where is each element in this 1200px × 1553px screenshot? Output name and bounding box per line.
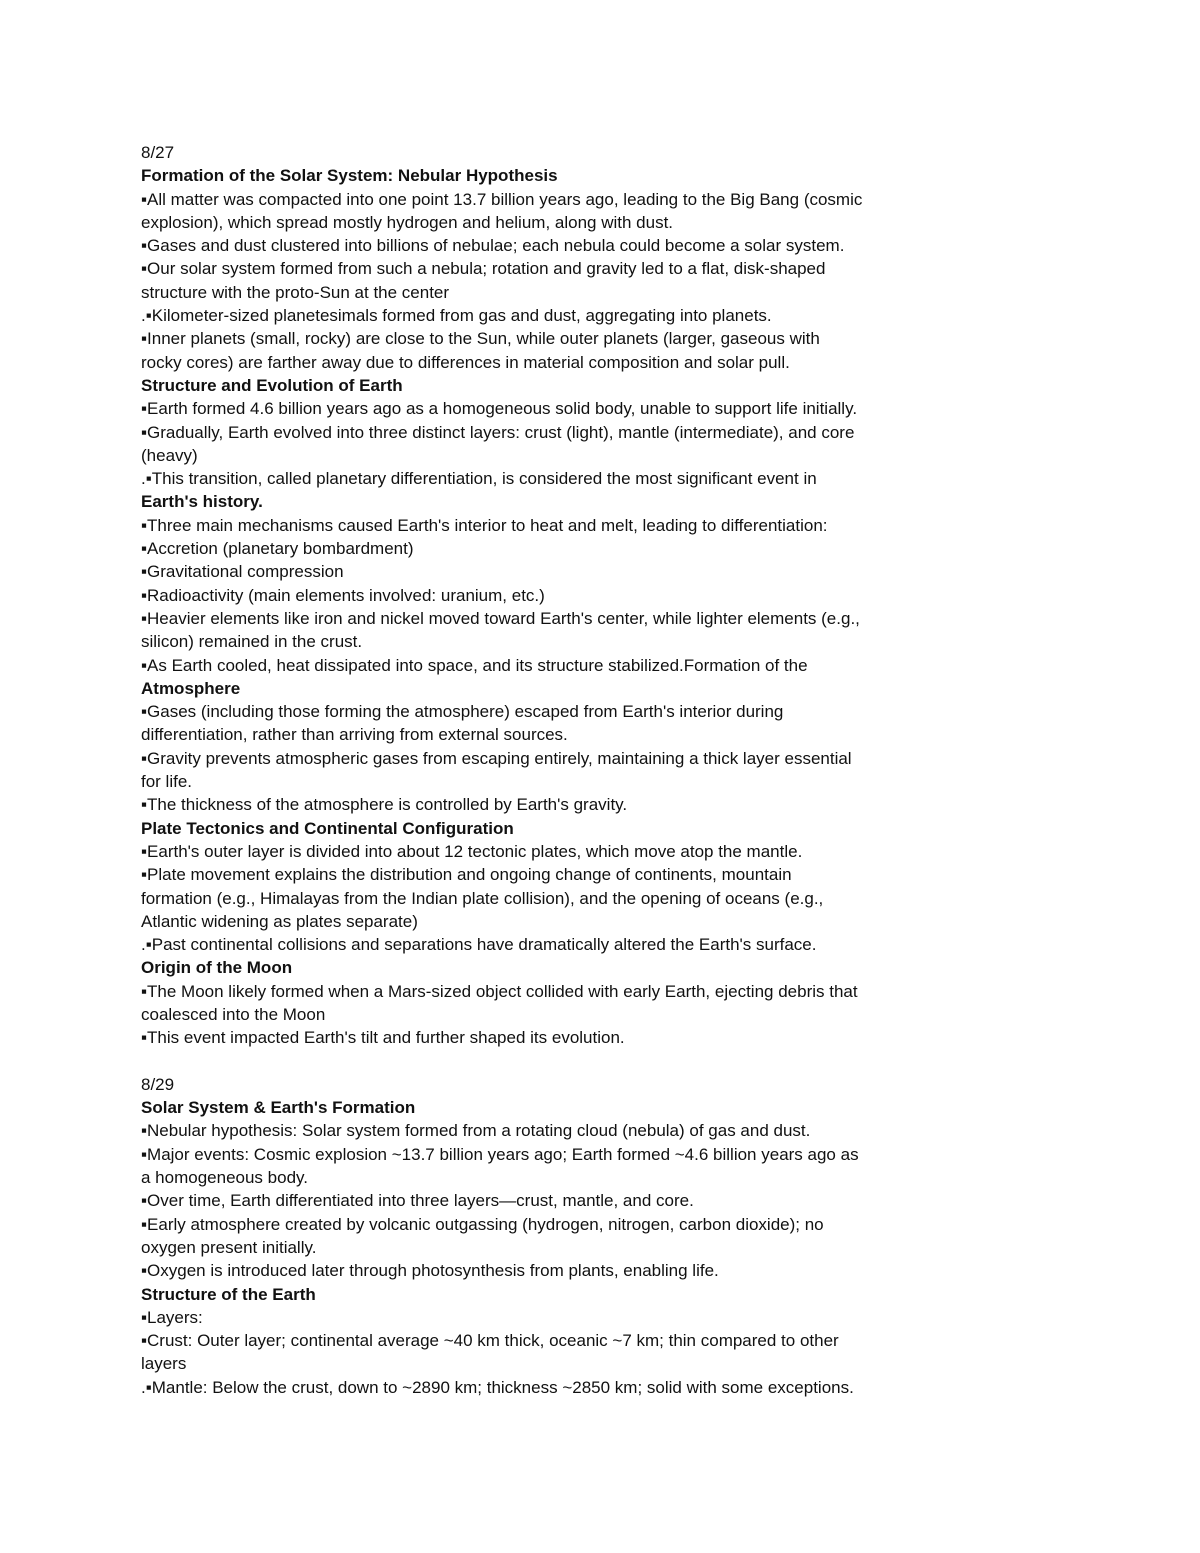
note-line: ▪Accretion (planetary bombardment) [141,539,414,559]
note-line: ▪Early atmosphere created by volcanic outgassing (hydrogen, nitrogen, carbon dioxide); no [141,1214,824,1234]
note-line: ▪Oxygen is introduced later through photosynthesis from plants, enabling life. [141,1261,719,1281]
note-line: ▪Layers: [141,1307,203,1327]
section-heading: Origin of the Moon [141,958,293,978]
note-line: ▪The thickness of the atmosphere is controlled by Earth's gravity. [141,795,628,815]
note-line: layers [141,1354,187,1374]
note-line: coalesced into the Moon [141,1004,326,1024]
note-line: .▪Kilometer-sized planetesimals formed from gas and dust, aggregating into planets. [141,306,772,326]
section-heading: Formation of the Solar System: Nebular Hypothesis [141,166,558,186]
note-line: ▪Our solar system formed from such a nebula; rotation and gravity led to a flat, disk-shaped [141,259,826,279]
note-line: ▪Radioactivity (main elements involved: uranium, etc.) [141,585,545,605]
note-line: ▪Gradually, Earth evolved into three distinct layers: crust (light), mantle (intermediate), and core [141,422,855,442]
note-line: .▪This transition, called planetary differentiation, is considered the most significant event in [141,469,817,489]
note-line: formation (e.g., Himalayas from the Indian plate collision), and the opening of oceans (e.g., [141,888,824,908]
section-notes [141,164,901,1049]
note-line: ▪Earth's outer layer is divided into about 12 tectonic plates, which move atop the mantle. [141,841,803,861]
section-heading: Atmosphere [141,678,241,698]
section-heading: Earth's history. [141,492,263,512]
section-heading: Solar System & Earth's Formation [141,1098,416,1118]
note-line: ▪Major events: Cosmic explosion ~13.7 billion years ago; Earth formed ~4.6 billion years ago as [141,1144,859,1164]
note-line: for life. [141,772,193,792]
note-line: oxygen present initially. [141,1237,317,1257]
note-line: structure with the proto-Sun at the center [141,282,450,302]
note-line: silicon) remained in the crust. [141,632,363,652]
document-page [141,141,901,1399]
section-spacer [141,1050,901,1073]
note-line: a homogeneous body. [141,1168,308,1188]
note-line: ▪Three main mechanisms caused Earth's interior to heat and melt, leading to differentiation: [141,515,828,535]
note-line: ▪This event impacted Earth's tilt and further shaped its evolution. [141,1028,625,1048]
section-date: 8/27 [141,143,175,162]
section-heading: Plate Tectonics and Continental Configuration [141,818,514,838]
section-notes [141,1096,901,1399]
note-line: .▪Mantle: Below the crust, down to ~2890 km; thickness ~2850 km; solid with some exceptions. [141,1377,854,1397]
note-line: ▪Crust: Outer layer; continental average ~40 km thick, oceanic ~7 km; thin compared to other [141,1331,839,1351]
note-line: rocky cores) are farther away due to differences in material composition and solar pull. [141,352,790,372]
note-line: differentiation, rather than arriving from external sources. [141,725,568,745]
note-line: explosion), which spread mostly hydrogen and helium, along with dust. [141,212,674,232]
section-date: 8/29 [141,1074,175,1094]
note-line: ▪Gases (including those forming the atmosphere) escaped from Earth's interior during [141,702,784,722]
note-line: ▪Gravity prevents atmospheric gases from escaping entirely, maintaining a thick layer essential [141,748,852,768]
note-line: Atlantic widening as plates separate) [141,911,418,931]
section-heading: Structure and Evolution of Earth [141,375,403,395]
note-line: ▪Plate movement explains the distribution and ongoing change of continents, mountain [141,865,792,885]
note-line: ▪The Moon likely formed when a Mars-sized object collided with early Earth, ejecting debris that [141,981,858,1001]
note-line: ▪Inner planets (small, rocky) are close to the Sun, while outer planets (larger, gaseous with [141,329,820,349]
note-line: (heavy) [141,445,198,465]
note-line: ▪Gravitational compression [141,562,344,582]
note-line: ▪Nebular hypothesis: Solar system formed from a rotating cloud (nebula) of gas and dust. [141,1121,811,1141]
note-line: ▪Earth formed 4.6 billion years ago as a homogeneous solid body, unable to support life initially. [141,399,858,419]
note-line: ▪Gases and dust clustered into billions of nebulae; each nebula could become a solar system. [141,236,845,256]
note-line: .▪Past continental collisions and separations have dramatically altered the Earth's surface. [141,935,817,955]
note-line: ▪Heavier elements like iron and nickel moved toward Earth's center, while lighter elements (e.g., [141,608,860,628]
note-line: ▪All matter was compacted into one point 13.7 billion years ago, leading to the Big Bang (cosmic [141,189,863,209]
section-heading: Structure of the Earth [141,1284,316,1304]
note-line: ▪As Earth cooled, heat dissipated into space, and its structure stabilized.Formation of the [141,655,808,675]
note-line: ▪Over time, Earth differentiated into three layers—crust, mantle, and core. [141,1191,694,1211]
